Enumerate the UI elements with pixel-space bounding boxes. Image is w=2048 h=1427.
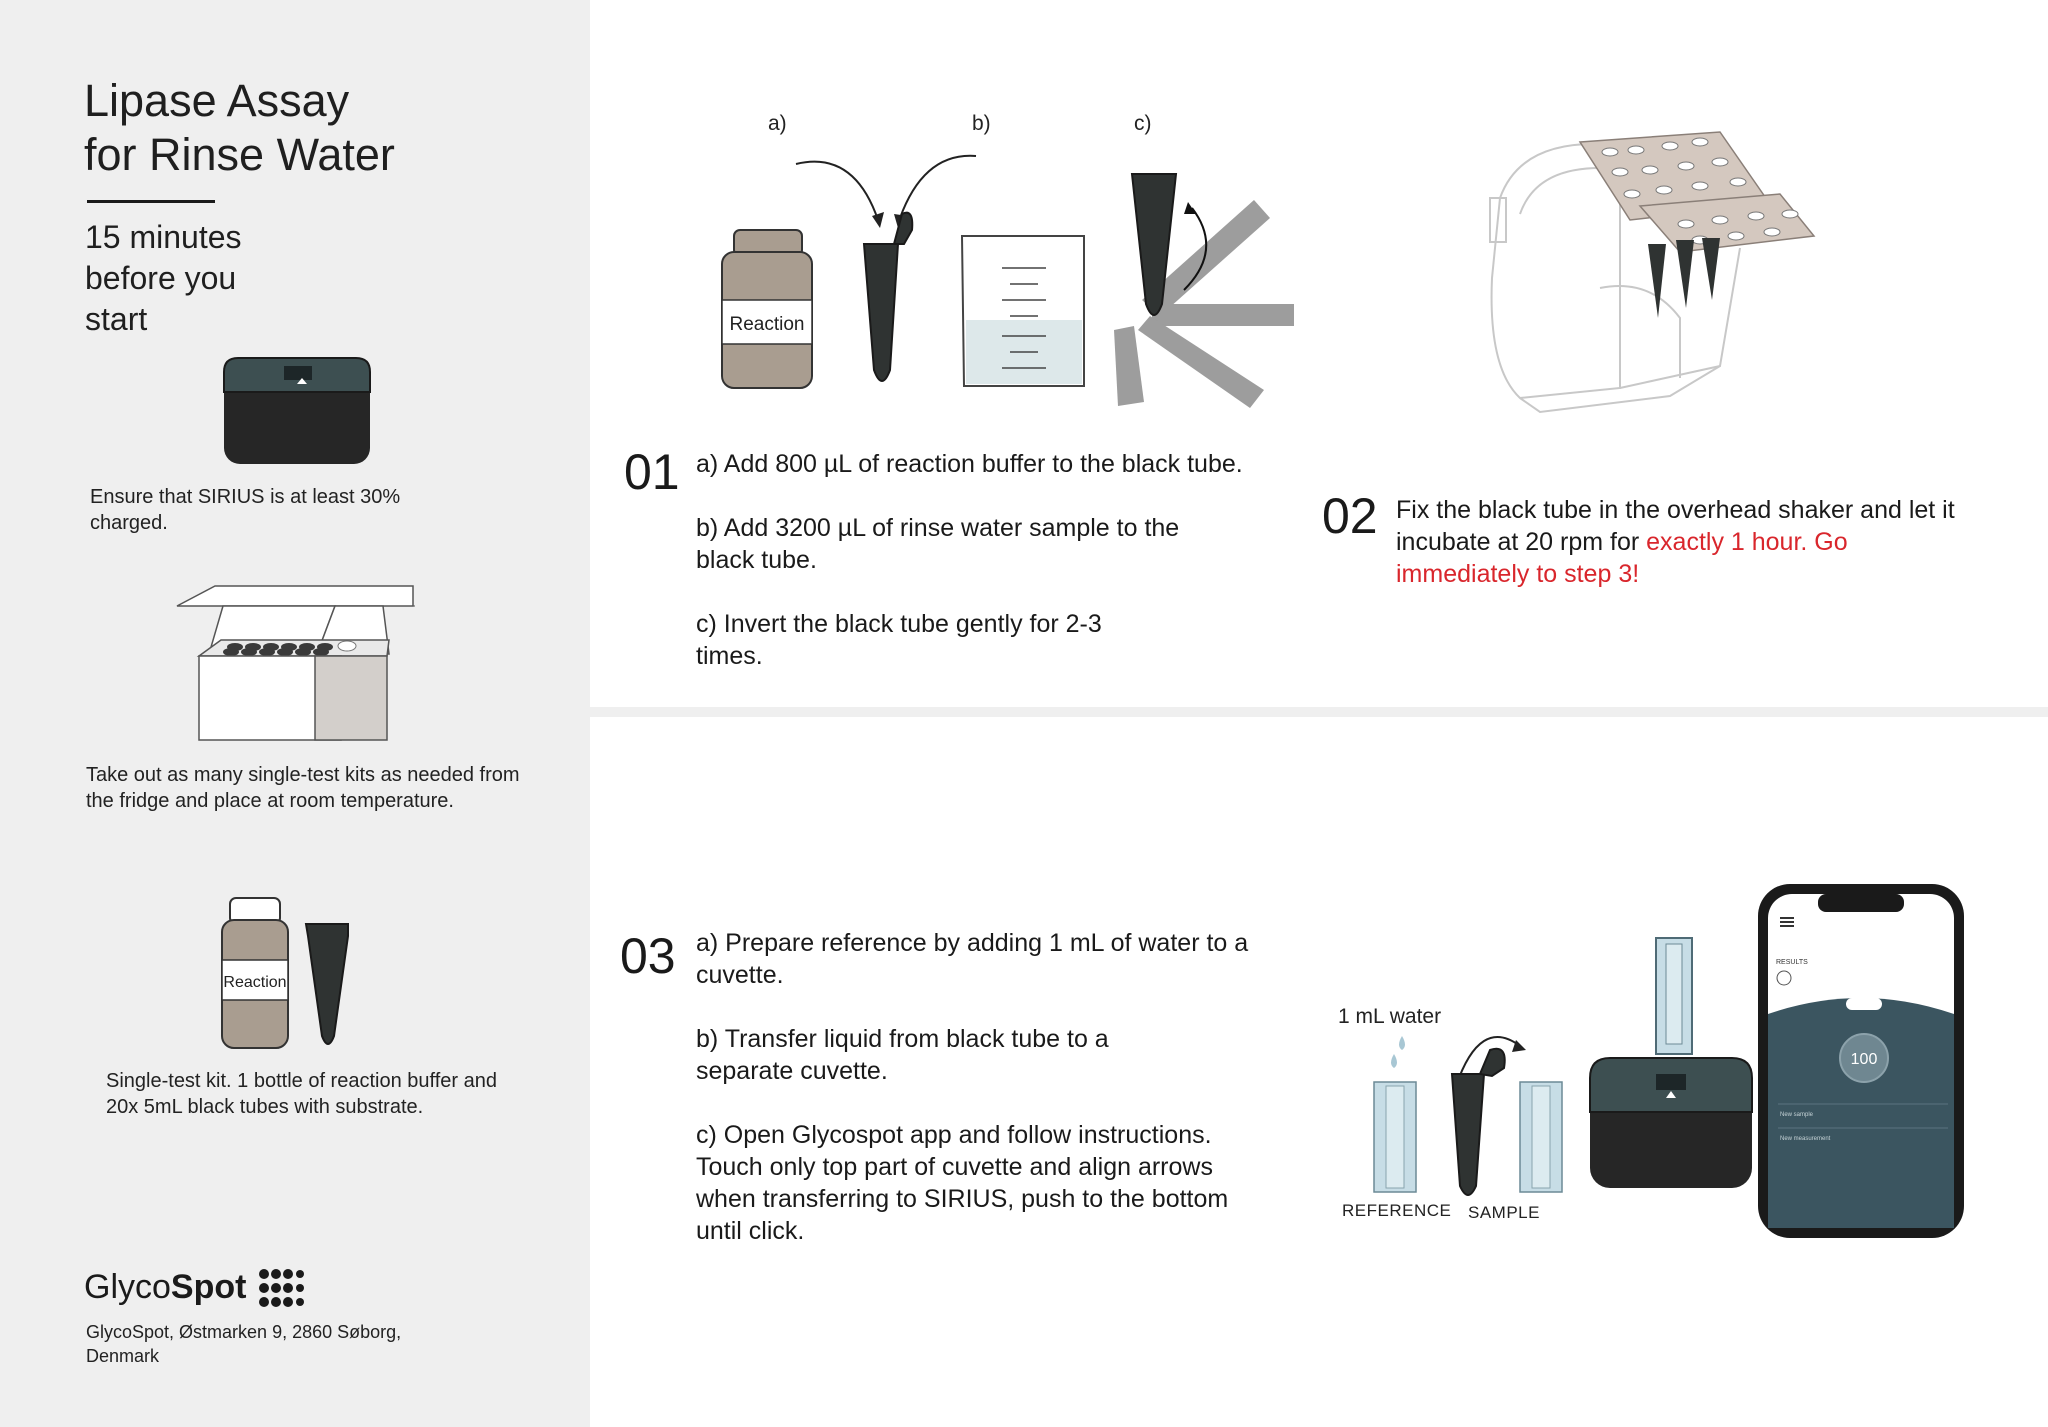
title-rule [87,200,215,203]
reaction-bottle-label: Reaction [729,314,805,335]
step-2-text-warning: exactly 1 hour. Go immediately to step 3! [1396,528,1848,588]
kit-box-illustration [175,584,415,744]
phone-results-heading: RESULTS [1776,959,1808,966]
step-2-number: 02 [1322,488,1378,544]
kit-bottle-label: Reaction [223,974,287,991]
step-2-text [1396,494,1956,590]
single-test-kit-illustration [218,896,352,1052]
step-1-text-b: b) Add 3200 µL of rinse water sample to the black tube. [696,514,1180,574]
logo-text-light: Glyco [84,1268,171,1306]
page-subtitle [85,217,242,340]
prep-step-kits: Take out as many single-test kits as needed from the fridge and place at room temperature. [86,764,520,812]
company-address: GlycoSpot, Østmarken 9, 2860 Søborg, Denmark [86,1322,402,1366]
step-1-text-a: a) Add 800 µL of reaction buffer to the black tube. [696,450,1243,478]
step-2-text-normal: Fix the black tube in the overhead shaker and let it incubate at 20 rpm for [1396,496,1955,556]
figure-label-a: a) [768,112,787,135]
phone-app-illustration [1756,882,1966,1242]
step-3-text [696,927,1286,1279]
figure-label-b: b) [972,112,991,135]
step-3-text-a: a) Prepare reference by adding 1 mL of water to a cuvette. [696,929,1249,989]
prep-step-charge: Ensure that SIRIUS is at least 30% charged. [90,486,401,534]
reference-label: REFERENCE [1342,1201,1452,1220]
phone-result-value: 100 [1850,1051,1878,1068]
phone-row-new-sample: New sample [1780,1112,1814,1118]
step-1-number: 01 [624,444,680,500]
step-1-text [696,448,1286,704]
step-3-number: 03 [620,928,676,984]
subtitle-line-1: 15 minutes [85,219,242,255]
subtitle-line-2: before you [85,260,237,296]
section-divider [590,707,2048,717]
step1-illustration [714,140,1326,410]
page-title [84,74,395,182]
title-line-2: for Rinse Water [84,129,395,180]
step-3-text-b: b) Transfer liquid from black tube to a separate cuvette. [696,1025,1109,1085]
step-1-text-c: c) Invert the black tube gently for 2-3 times. [696,610,1102,670]
water-label: 1 mL water [1338,1005,1442,1028]
prep-step-single-test-kit: Single-test kit. 1 bottle of reaction buffer and 20x 5mL black tubes with substrate. [106,1070,497,1118]
sirius-device-illustration [222,356,374,468]
sirius-with-cuvette-illustration [1588,936,1754,1192]
glycospot-logo-icon [258,1268,304,1310]
cuvettes-illustration [1360,1006,1590,1206]
phone-row-new-measurement: New measurement [1780,1136,1831,1142]
glycospot-logo [84,1268,246,1307]
step-3-text-c: c) Open Glycospot app and follow instructions. Touch only top part of cuvette and align arrows when transferring to SIRIUS, push to the bottom until click. [696,1121,1229,1245]
figure-label-c: c) [1134,112,1152,135]
title-line-1: Lipase Assay [84,75,350,126]
sample-label: SAMPLE [1468,1203,1540,1222]
overhead-shaker-illustration [1480,128,1820,414]
logo-text-bold: Spot [170,1268,247,1306]
subtitle-line-3: start [85,301,148,337]
